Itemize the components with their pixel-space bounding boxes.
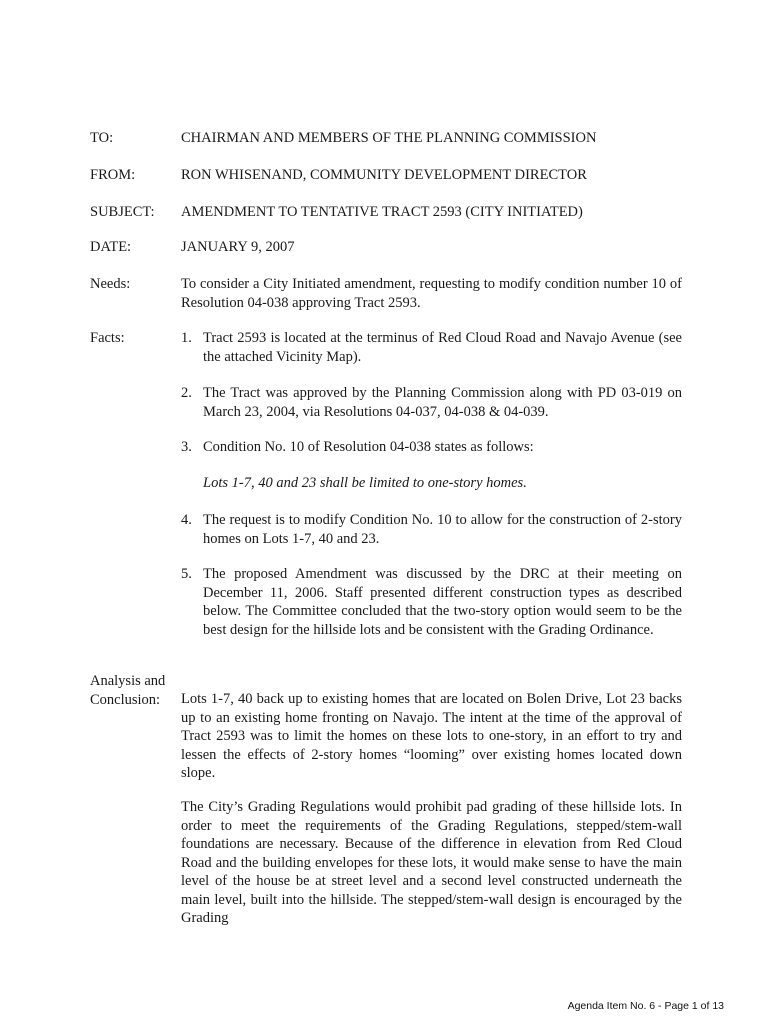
facts-label: Facts: — [90, 330, 125, 346]
list-number: 3. — [181, 439, 192, 455]
subject-label: SUBJECT: — [90, 204, 155, 220]
list-text: The Tract was approved by the Planning Commission along with PD 03-019 on March 23, 2004, via Resolutions 04-037, 04-038 & 04-039. — [203, 385, 682, 420]
date-label: DATE: — [90, 239, 132, 255]
analysis-paragraph-1: Lots 1-7, 40 back up to existing homes that are located on Bolen Drive, Lot 23 backs up to an existing home fronting on Navajo. The intent at the time of the approval of Tract 2593 was to limit the homes on these lots to one-story, in an effort to try and lessen the effects of 2-story homes “looming” over existing homes located down slope. — [181, 691, 682, 781]
list-number: 4. — [181, 512, 192, 528]
list-text: The proposed Amendment was discussed by the DRC at their meeting on December 11, 2006. Staff presented different construction types as described below. The Committee concluded that the two-story option would seem to be the best design for the hillside lots and be consistent with the Grading Ordinance. — [203, 566, 682, 638]
list-number: 1. — [181, 330, 192, 346]
needs-text: To consider a City Initiated amendment, requesting to modify condition number 10 of Resolution 04-038 approving Tract 2593. — [181, 276, 682, 311]
list-text: Tract 2593 is located at the terminus of Red Cloud Road and Navajo Avenue (see the attached Vicinity Map). — [203, 330, 682, 365]
list-number: 2. — [181, 385, 192, 401]
needs-label: Needs: — [90, 276, 131, 292]
subject-value: AMENDMENT TO TENTATIVE TRACT 2593 (CITY INITIATED) — [181, 204, 583, 220]
list-text: The request is to modify Condition No. 10 to allow for the construction of 2-story homes on Lots 1-7, 40 and 23. — [203, 512, 682, 547]
page-footer: Agenda Item No. 6 - Page 1 of 13 — [567, 1000, 724, 1012]
analysis-label — [90, 672, 182, 709]
to-label: TO: — [90, 130, 114, 146]
analysis-label-line2: Conclusion: — [90, 691, 161, 708]
analysis-paragraph-2: The City’s Grading Regulations would prohibit pad grading of these hillside lots. In order to meet the requirements of the Grading Regulations, stepped/stem-wall foundations are necessary. Because of the difference in elevation from Red Cloud Road and the building envelopes for these lots, it would make sense to have the main level of the house be at street level and a second level constructed underneath the main level, built into the hillside. The stepped/stem-wall design is encouraged by the Grading — [181, 799, 682, 926]
list-text: Condition No. 10 of Resolution 04-038 states as follows: — [203, 439, 534, 455]
date-value: JANUARY 9, 2007 — [181, 239, 295, 255]
condition-quote: Lots 1-7, 40 and 23 shall be limited to one-story homes. — [203, 475, 527, 491]
list-number: 5. — [181, 566, 192, 582]
to-value: CHAIRMAN AND MEMBERS OF THE PLANNING COMMISSION — [181, 130, 597, 146]
analysis-label-line1: Analysis and — [90, 673, 166, 689]
from-label: FROM: — [90, 167, 136, 183]
from-value: RON WHISENAND, COMMUNITY DEVELOPMENT DIRECTOR — [181, 167, 587, 183]
